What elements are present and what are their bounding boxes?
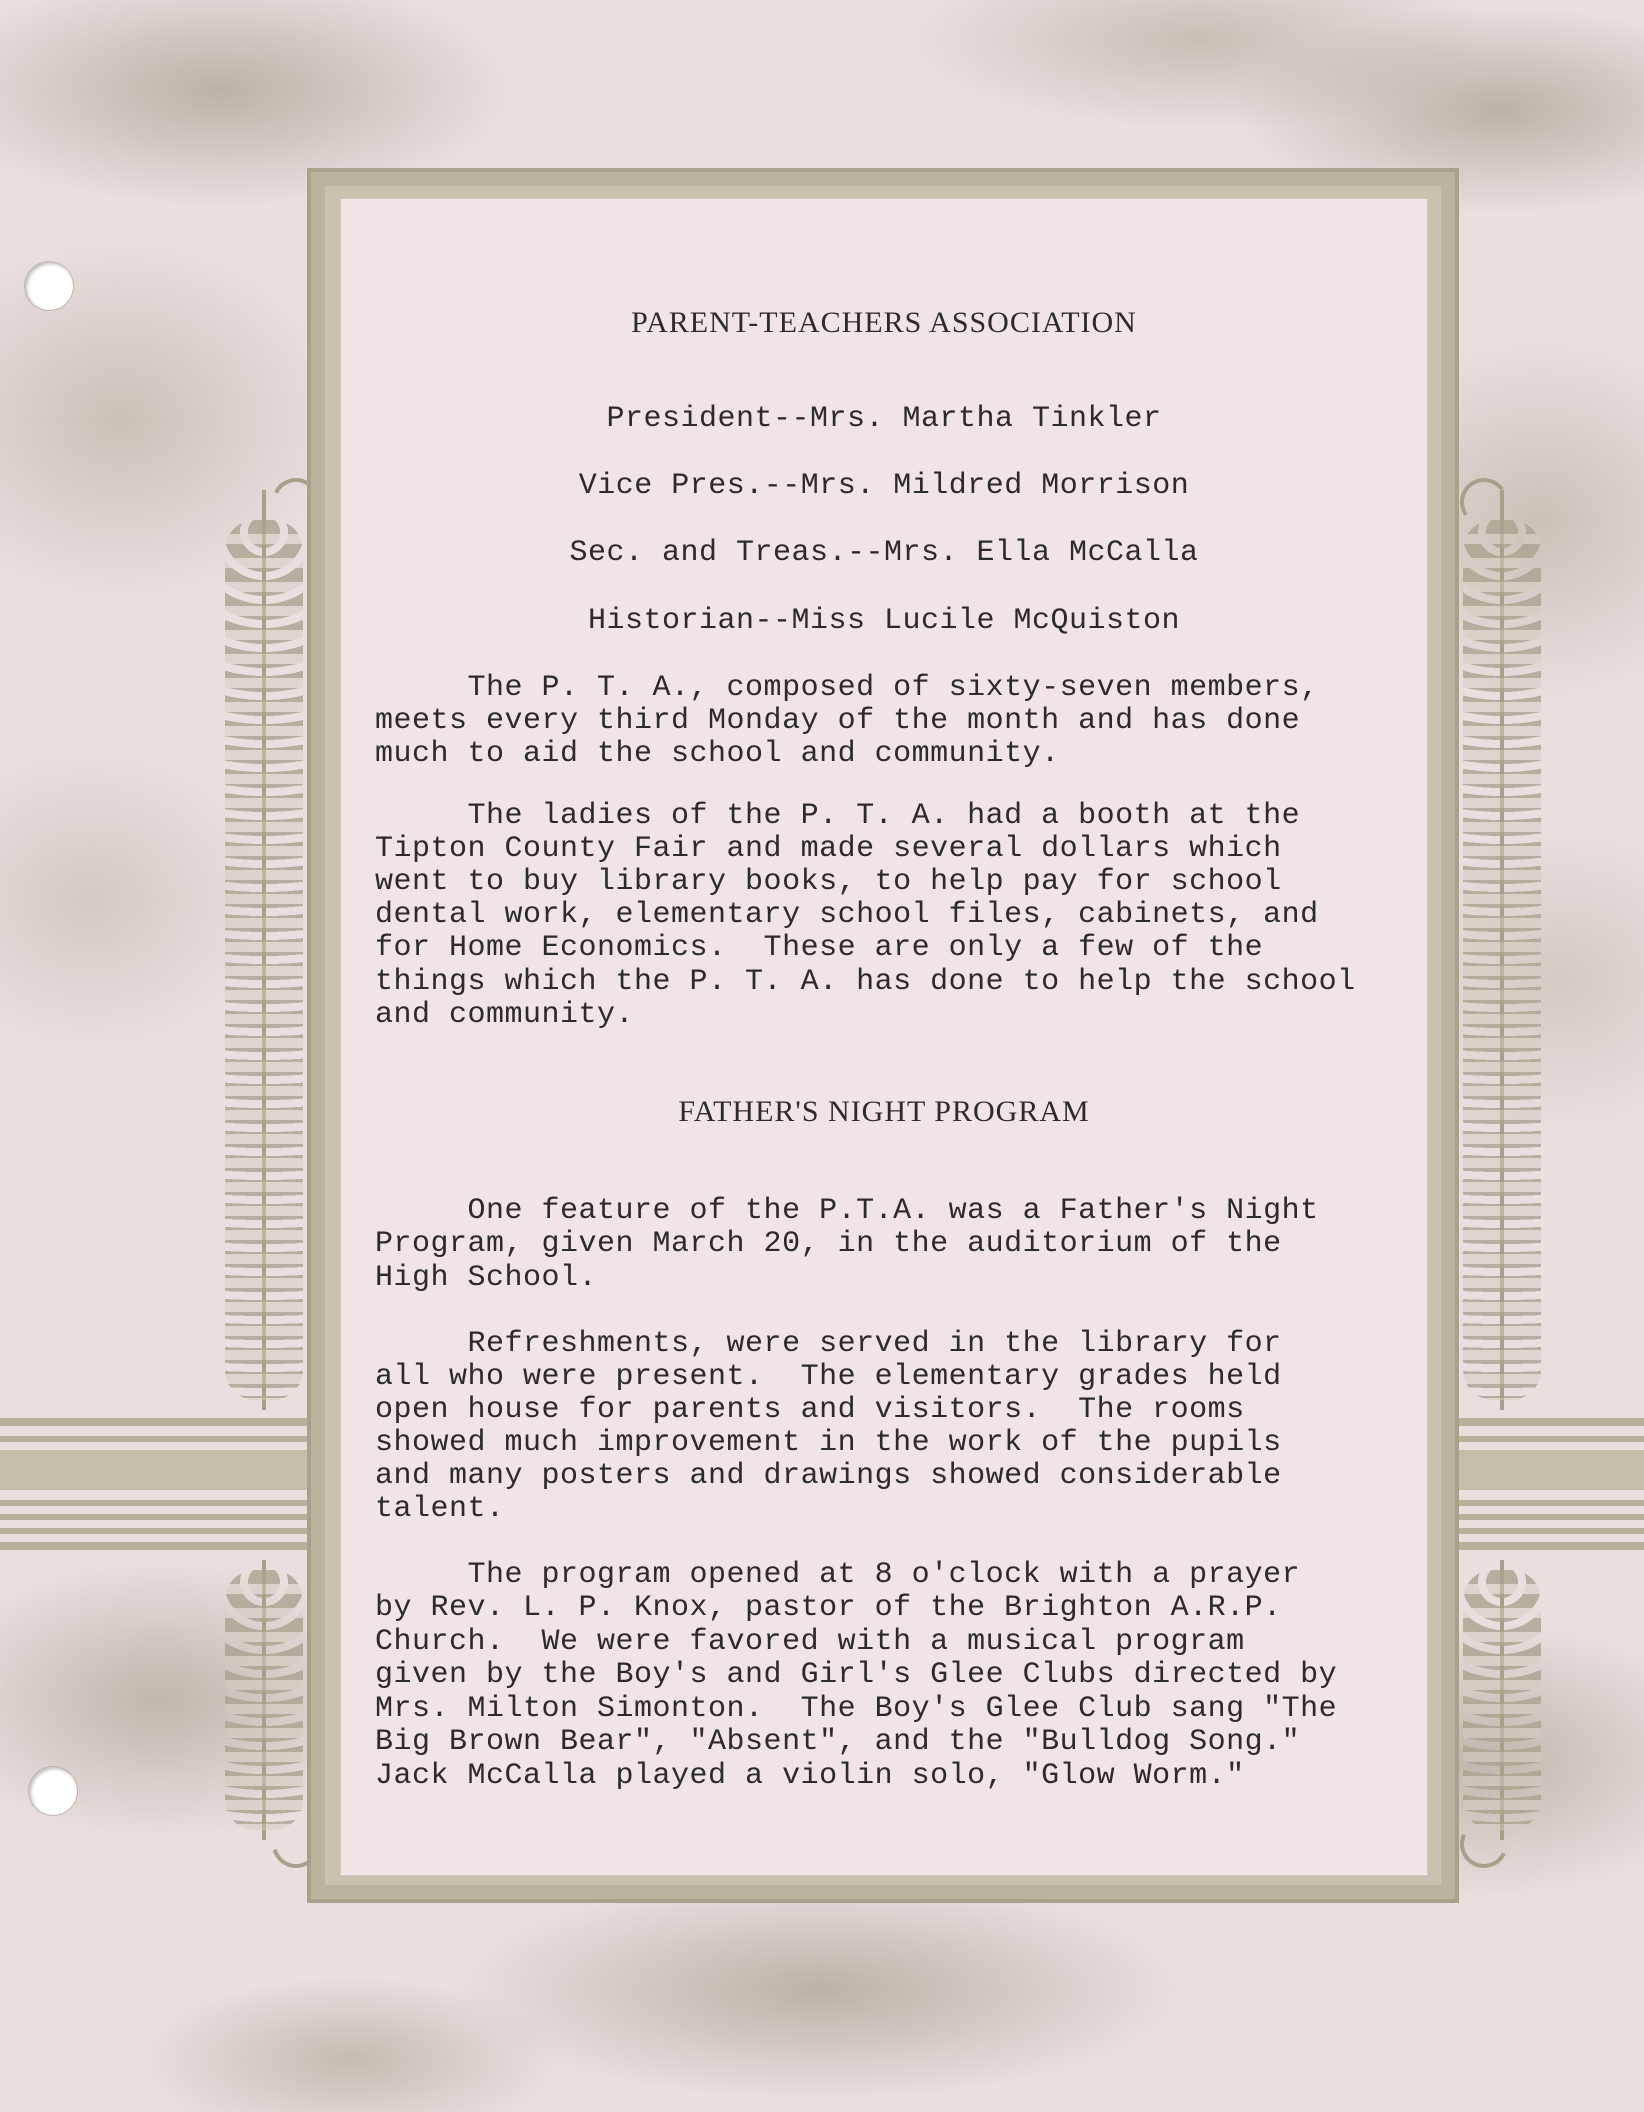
fathers-night-paragraph-3-line: Jack McCalla played a violin solo, "Glow Worm." (375, 1759, 1245, 1793)
fathers-night-paragraph-1-line: High School. (375, 1261, 598, 1295)
pta-paragraph-1-line: much to aid the school and community. (375, 737, 1060, 771)
fathers-night-paragraph-2-line: open house for parents and visitors. The rooms (375, 1393, 1245, 1427)
punch-hole (25, 262, 73, 310)
pta-paragraph-2-line: and community. (375, 998, 635, 1032)
fathers-night-paragraph-1-line: One feature of the P.T.A. was a Father's Night (375, 1194, 1319, 1228)
pta-paragraph-2-line: for Home Economics. These are only a few of the (375, 931, 1264, 965)
fathers-night-paragraph-1-line: Program, given March 20, in the auditorium of the (375, 1227, 1282, 1261)
pta-heading: PARENT-TEACHERS ASSOCIATION (631, 306, 1137, 339)
punch-hole (29, 1767, 77, 1815)
pta-paragraph-2-line: Tipton County Fair and made several dollars which (375, 832, 1282, 866)
officer-secretary-treasurer: Sec. and Treas.--Mrs. Ella McCalla (569, 536, 1199, 570)
leaf-vine-ornament (1463, 1570, 1541, 1830)
fathers-night-heading: FATHER'S NIGHT PROGRAM (678, 1095, 1090, 1128)
fathers-night-paragraph-3-line: given by the Boy's and Girl's Glee Clubs directed by (375, 1658, 1338, 1692)
fathers-night-paragraph-2-line: Refreshments, were served in the library for (375, 1327, 1282, 1361)
fathers-night-paragraph-3-line: Mrs. Milton Simonton. The Boy's Glee Club sang "The (375, 1692, 1338, 1726)
leaf-vine-ornament (225, 520, 303, 1400)
leaf-vine-ornament (225, 1570, 303, 1830)
fathers-night-paragraph-3-line: The program opened at 8 o'clock with a prayer (375, 1558, 1301, 1592)
pta-paragraph-2-line: things which the P. T. A. has done to help the school (375, 965, 1356, 999)
fathers-night-paragraph-3-line: Big Brown Bear", "Absent", and the "Bulldog Song." (375, 1725, 1301, 1759)
fathers-night-paragraph-3-line: by Rev. L. P. Knox, pastor of the Brighton A.R.P. (375, 1591, 1282, 1625)
officer-historian: Historian--Miss Lucile McQuiston (587, 604, 1181, 638)
pta-paragraph-1-line: The P. T. A., composed of sixty-seven members, (375, 671, 1319, 705)
leaf-vine-ornament (1463, 520, 1541, 1400)
fathers-night-paragraph-2-line: talent. (375, 1492, 505, 1526)
officer-president: President--Mrs. Martha Tinkler (606, 402, 1162, 436)
pta-paragraph-1-line: meets every third Monday of the month and has done (375, 704, 1301, 738)
pta-paragraph-2-line: went to buy library books, to help pay for school (375, 865, 1282, 899)
pta-paragraph-2-line: The ladies of the P. T. A. had a booth at the (375, 799, 1301, 833)
fathers-night-paragraph-2-line: and many posters and drawings showed considerable (375, 1459, 1282, 1493)
pta-paragraph-2-line: dental work, elementary school files, cabinets, and (375, 898, 1319, 932)
officer-vice-president: Vice Pres.--Mrs. Mildred Morrison (578, 469, 1190, 503)
fathers-night-paragraph-2-line: showed much improvement in the work of the pupils (375, 1426, 1282, 1460)
fathers-night-paragraph-2-line: all who were present. The elementary grades held (375, 1360, 1282, 1394)
fathers-night-paragraph-3-line: Church. We were favored with a musical program (375, 1625, 1245, 1659)
